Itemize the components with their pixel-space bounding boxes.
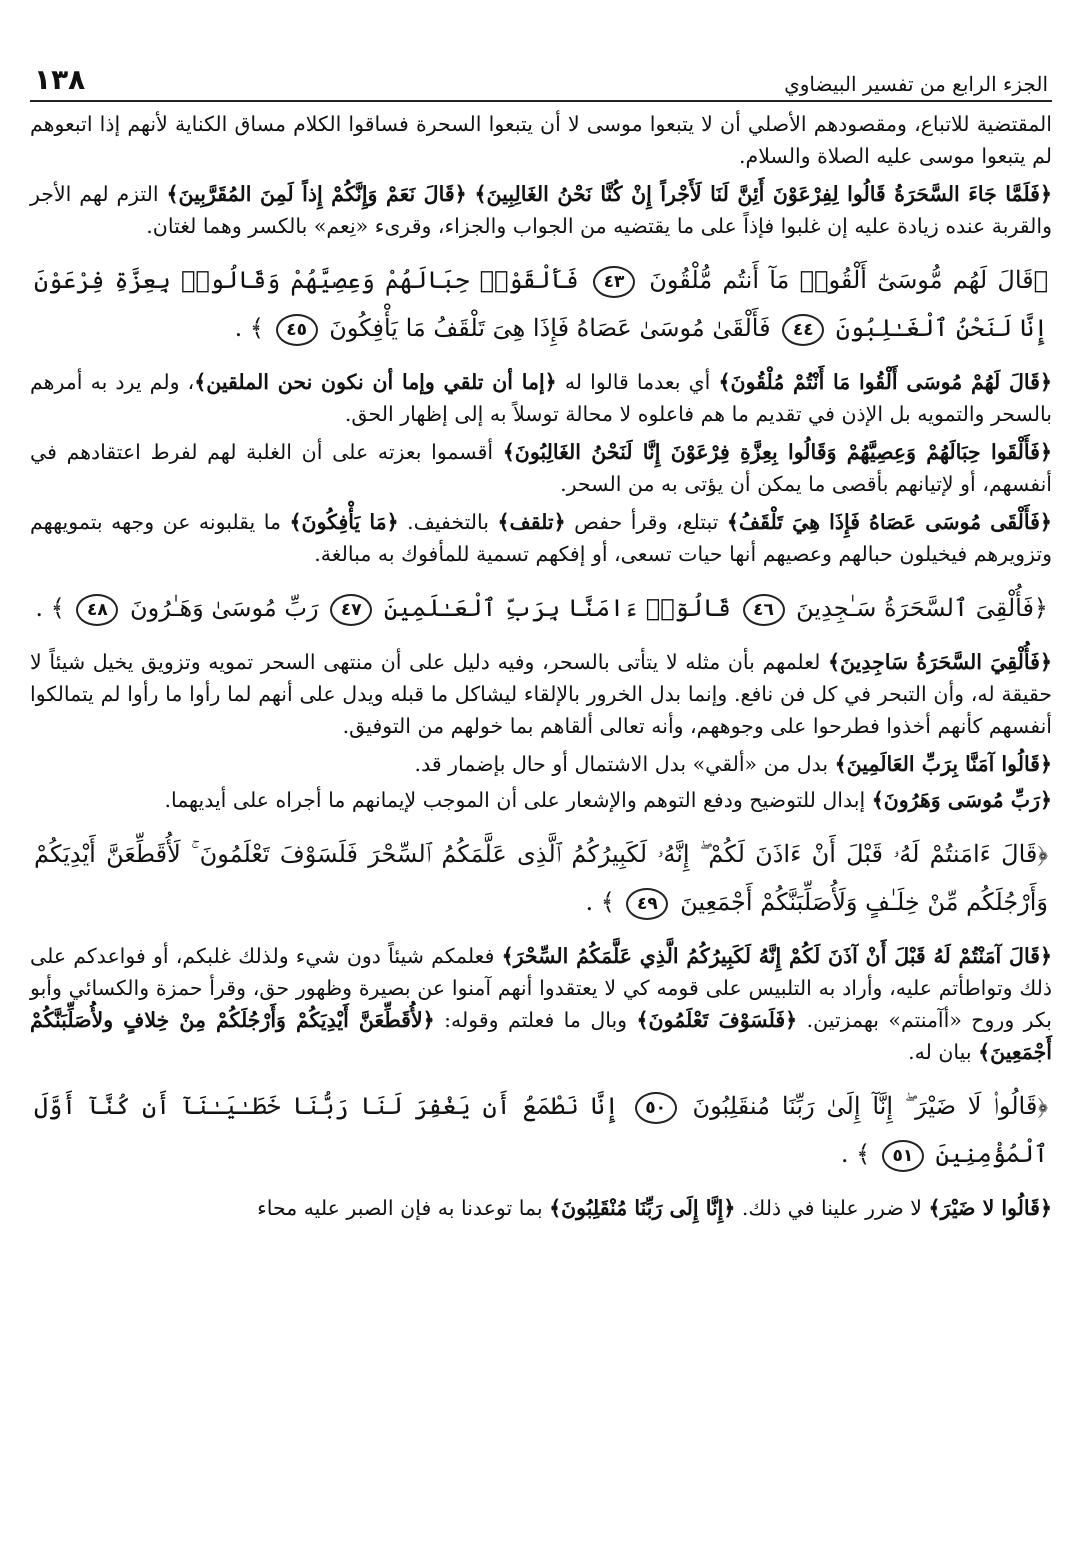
running-title: الجزء الرابع من تفسير البيضاوي [784, 72, 1048, 96]
verse-text: ﴿قَالَ ءَامَنتُمْ لَهُۥ قَبْلَ أَنْ ءَاذَنَ لَكُمْ ۖ إِنَّهُۥ لَكَبِيرُكُمُ ٱلَّذِى عَلَّمَكُمُ ٱلسِّحْرَ فَلَسَوْفَ تَعْلَمُونَ ۚ لَأُقَطِّعَنَّ أَيْدِيَكُمْ وَأَرْجُلَكُم مِّنْ خِلَـٰفٍ وَلَأُصَلِّبَنَّكُمْ أَجْمَعِينَ [34, 840, 1048, 916]
commentary-text: بدل من «ألقي» بدل الاشتمال أو حال بإضمار قد. [414, 752, 829, 776]
commentary-text: لا ضرر علينا في ذلك. [741, 1196, 922, 1220]
commentary-text: ، ولم يرد به أمرهم بالسحر والتمويه بل الإذن في تقديم ما هم فاعلوه لا محالة توسلاً به إلى إظهار الحق. [30, 370, 1052, 426]
ayah-number-marker: ٤٤ [782, 314, 824, 346]
verse-text: إِنَّا نَطْمَعُ أَن يَغْفِرَ لَنَا رَبُّنَا خَطَـٰيَـٰنَآ أَن كُنَّآ أَوَّلَ ٱلْمُؤْمِنِينَ [34, 1092, 1048, 1168]
quran-quote: ﴿قَالُوا لا ضَيْرَ﴾ [928, 1196, 1052, 1220]
quran-quote: ﴿لأُقَطِّعَنَّ أَيْدِيَكُمْ وَأَرْجُلَكُمْ مِنْ خِلافٍ ولأُصَلِّبَنَّكُمْ أَجْمَعِينَ﴾ [30, 1008, 1052, 1064]
commentary-paragraph [30, 436, 1052, 500]
quran-quote: ﴿فَأَلْقَى مُوسَى عَصَاهُ فَإِذَا هِيَ تَلْقَفُ﴾ [726, 510, 1052, 534]
ayah-number-marker: ٤٥ [276, 314, 318, 346]
commentary-paragraph [30, 1192, 1052, 1224]
commentary-text: ما يقلبونه عن وجهه بتمويههم وتزويرهم فيخيلون حبالهم وعصيهم أنها حيات تسعى، أو إفكهم تسمية للمأفوك به مبالغة. [30, 510, 1052, 566]
commentary-text: فعلمكم شيئاً دون شيء ولذلك غلبكم، أو فواعدكم على ذلك وتواطأتم عليه، وأراد به التلبيس على قومه كي لا يعتقدوا أنهم آمنوا عن بصيرة وظهور حق، وقرأ حمزة والكسائي وأبو بكر وروح «أآمنتم» بهمزتين. [30, 944, 1052, 1032]
page-header [30, 52, 1052, 102]
commentary-text: المقتضية للاتباع، ومقصودهم الأصلي أن لا يتبعوا موسى لا أن يتبعوا السحرة فساقوا الكلام مساق الكناية لأنهم إذا اتبعوهم لم يتبعوا موسى عليه الصلاة والسلام. [30, 112, 1052, 168]
verse-text: رَبِّ مُوسَىٰ وَهَـٰرُونَ [130, 594, 319, 622]
quran-quote: ﴿فَلَسَوْفَ تَعْلَمُونَ﴾ [636, 1008, 798, 1032]
ayah-number-marker: ٤٩ [626, 888, 668, 920]
ayah-number-marker: ٤٧ [330, 594, 372, 626]
ayah-number-marker: ٥٠ [635, 1092, 677, 1124]
quran-quote: ﴿فَأُلْقِيَ السَّحَرَةُ سَاجِدِينَ﴾ [828, 650, 1052, 674]
commentary-paragraph [30, 646, 1052, 742]
commentary-text: بما توعدنا به فإن الصبر عليه محاء [257, 1196, 543, 1220]
quran-verse-block [30, 830, 1052, 926]
verse-end-mark: ﴾ . [840, 1140, 871, 1168]
commentary-text: إبدال للتوضيح ودفع التوهم والإشعار على أن الموجب لإيمانهم ما أجراه على أيديهما. [164, 788, 866, 812]
commentary-paragraph [30, 178, 1052, 242]
commentary-text: التزم لهم الأجر والقربة عنده زيادة عليه إن غلبوا فإذاً على ما يقتضيه من الجواب والجزاء، وقرىء «نِعم» بالكسر وهما لغتان. [30, 182, 1052, 238]
quran-verse-block [30, 584, 1052, 632]
ayah-number-marker: ٤٦ [743, 594, 785, 626]
commentary-text: بيان له. [908, 1040, 972, 1064]
verse-end-mark: ﴾ . [234, 314, 264, 342]
quran-quote: ﴿قَالَ آمَنْتُمْ لَهُ قَبْلَ أَنْ آذَنَ لَكُمْ إِنَّهُ لَكَبِيرُكُمُ الَّذِي عَلَّمَكُمُ السِّحْرَ﴾ [501, 944, 1052, 968]
verse-text: ﴿فَأُلْقِىَ ٱلسَّحَرَةُ سَـٰجِدِينَ [796, 594, 1048, 622]
quran-verse-block [30, 256, 1052, 352]
ayah-number-marker: ٤٣ [593, 266, 635, 298]
commentary-paragraph [30, 784, 1052, 816]
quran-quote: ﴿تلقف﴾ [497, 510, 566, 534]
commentary-text: تبتلع، وقرأ حفص [574, 510, 719, 534]
verse-end-mark: ﴾ . [585, 888, 615, 916]
commentary-text: بالتخفيف. [407, 510, 490, 534]
quran-quote: ﴿فَأَلْقَوا حِبَالَهُمْ وَعِصِيَّهُمْ وَقَالُوا بِعِزَّةِ فِرْعَوْنَ إِنَّا لَنَحْنُ الغَالِبُونَ﴾ [502, 440, 1052, 464]
commentary-text: وبال ما فعلتم وقوله: [444, 1008, 628, 1032]
verse-text: ﴿قَالُوا۟ لَا ضَيْرَ ۖ إِنَّآ إِلَىٰ رَبِّنَا مُنقَلِبُونَ [692, 1092, 1048, 1120]
commentary-paragraph [30, 366, 1052, 430]
book-page [30, 52, 1052, 1542]
quran-quote: ﴿قَالُوا آمَنَّا بِرَبِّ العَالَمِينَ﴾ [834, 752, 1052, 776]
quran-quote: ﴿رَبِّ مُوسَى وَهَرُونَ﴾ [871, 788, 1052, 812]
quran-quote: ﴿مَا يَأْفِكُونَ﴾ [289, 510, 399, 534]
quran-quote: ﴿فَلَمَّا جَاءَ السَّحَرَةُ قَالُوا لِفِرْعَوْنَ أَئِنَّ لَنَا لَأَجْراً إِنْ كُنَّا نَحْنُ الغَالِبِينَ﴾ [474, 182, 1052, 206]
page-content [30, 108, 1052, 1224]
quran-verse-block [30, 1082, 1052, 1178]
quran-quote: ﴿قَالَ لَهُمْ مُوسَى أَلْقُوا مَا أَنْتُمْ مُلْقُونَ﴾ [718, 370, 1052, 394]
commentary-text: لعلمهم بأن مثله لا يتأتى بالسحر، وفيه دليل على أن منتهى السحر تمويه وتزويق يخيل شيئاً لا حقيقة له، وأن التبحر في كل فن نافع. وإنما بدل الخرور بالإلقاء ليشاكل ما قبله ويدل على أنهم لما رأوا ما رأوا لم يتمالكوا أنفسهم كأنهم أخذوا فطرحوا على وجوههم، وأنه تعالى ألقاهم بما خولهم من التوفيق. [30, 650, 1052, 738]
commentary-paragraph [30, 940, 1052, 1068]
commentary-paragraph [30, 108, 1052, 172]
ayah-number-marker: ٥١ [882, 1140, 924, 1172]
quran-quote: ﴿إِنَّا إِلَى رَبِّنَا مُنْقَلِبُونَ﴾ [549, 1196, 736, 1220]
verse-text: فَأَلْقَوْا۟ حِبَالَهُمْ وَعِصِيَّهُمْ وَقَالُوا۟ بِعِزَّةِ فِرْعَوْنَ إِنَّا لَنَحْنُ ٱلْغَـٰلِبُونَ [34, 266, 1048, 342]
verse-text: قَالُوٓا۟ ءَامَنَّا بِرَبِّ ٱلْعَـٰلَمِينَ [383, 594, 731, 622]
quran-quote: ﴿قَالَ نَعَمْ وَإِنَّكُمْ إِذاً لَمِنَ المُقَرَّبِينَ﴾ [166, 182, 467, 206]
commentary-text: أي بعدما قالوا له [564, 370, 711, 394]
commentary-paragraph [30, 748, 1052, 780]
verse-end-mark: ﴾ . [35, 594, 65, 622]
quran-quote: ﴿إما أن تلقي وإما أن نكون نحن الملقين﴾ [194, 370, 557, 394]
commentary-paragraph [30, 506, 1052, 570]
verse-text: فَأَلْقَىٰ مُوسَىٰ عَصَاهُ فَإِذَا هِىَ تَلْقَفُ مَا يَأْفِكُونَ [329, 314, 771, 342]
commentary-text: أقسموا بعزته على أن الغلبة لهم لفرط اعتقادهم في أنفسهم، أو لإتيانهم بأقصى ما يمكن أن يؤتى به من السحر. [30, 440, 1052, 496]
verse-text: ﴿قَالَ لَهُم مُّوسَىٰٓ أَلْقُوا۟ مَآ أَنتُم مُّلْقُونَ [649, 266, 1049, 294]
ayah-number-marker: ٤٨ [76, 594, 118, 626]
page-number: ١٣٨ [34, 63, 86, 96]
